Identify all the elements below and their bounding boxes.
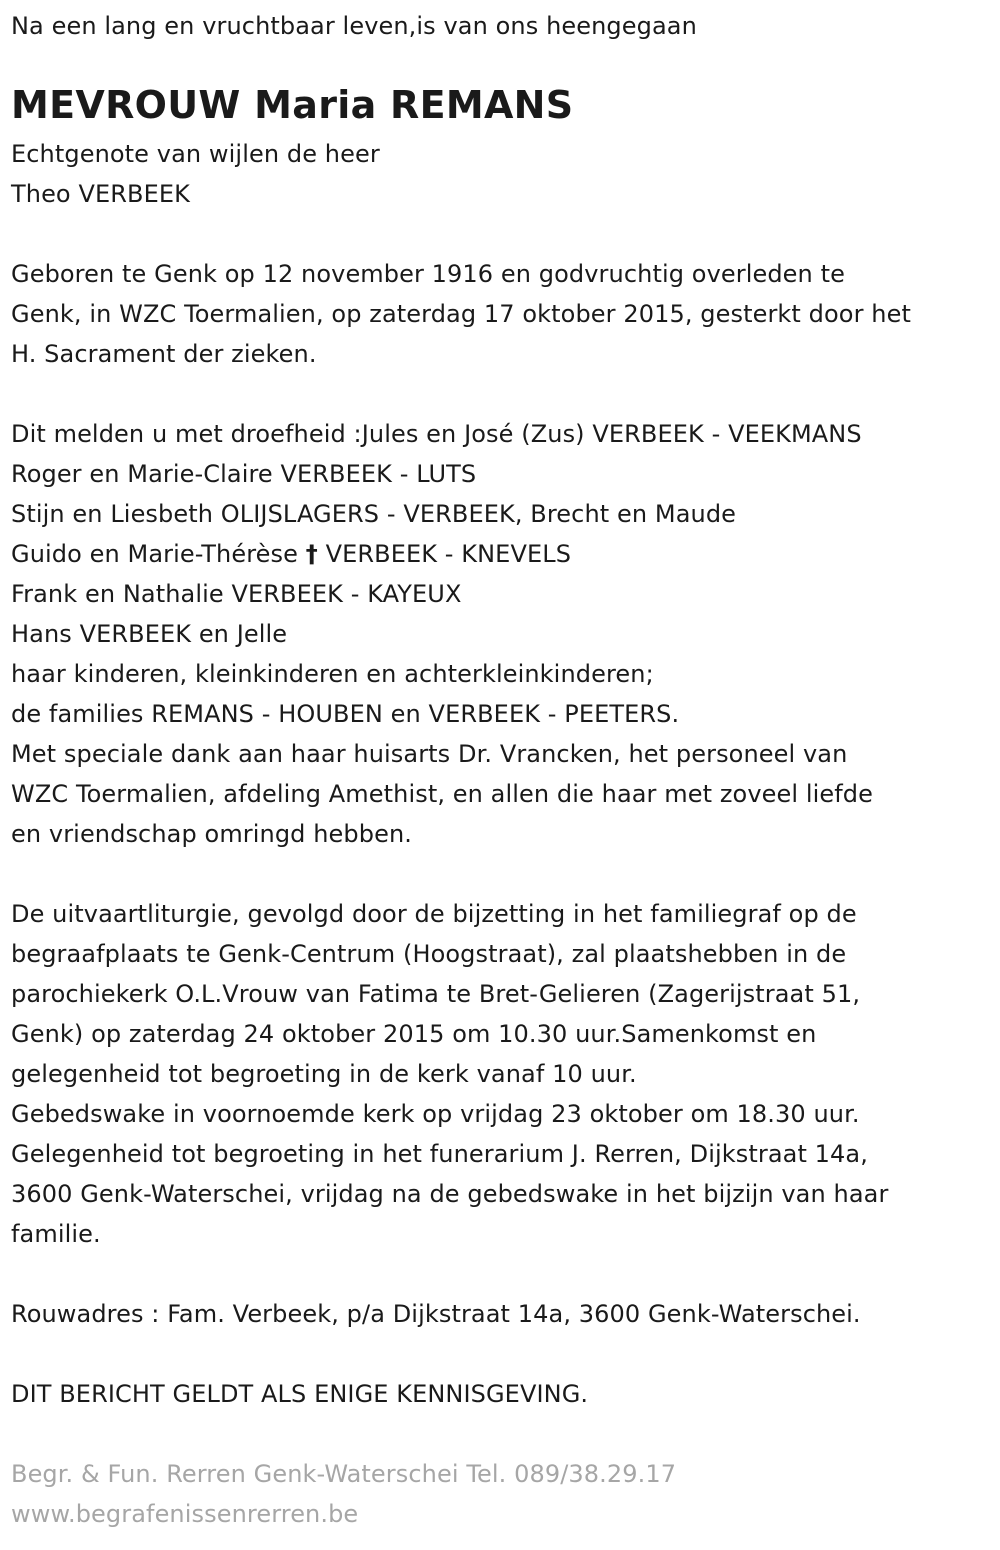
mourning-address-block <box>11 1294 861 1334</box>
funeral-home-info: Begr. & Fun. Rerren Genk-Waterschei Tel. 089/38.29.17 <box>11 1460 677 1488</box>
footer <box>11 1454 676 1534</box>
family-line: Roger en Marie-Claire VERBEEK - LUTS <box>11 460 477 488</box>
birth-death-line: Genk, in WZC Toermalien, op zaterdag 17 oktober 2015, gesterkt door het <box>11 300 911 328</box>
deceased-name: MEVROUW Maria REMANS <box>11 83 574 127</box>
funeral-line: familie. <box>11 1220 101 1248</box>
intro-text: Na een lang en vruchtbaar leven,is van ons heengegaan <box>11 12 697 40</box>
family-line-part: Guido en Marie-Thérèse <box>11 540 306 568</box>
mourning-address: Rouwadres : Fam. Verbeek, p/a Dijkstraat 14a, 3600 Genk-Waterschei. <box>11 1300 861 1328</box>
funeral-home-website: www.begrafenissenrerren.be <box>11 1500 359 1528</box>
funeral-line: De uitvaartliturgie, gevolgd door de bijzetting in het familiegraf op de <box>11 900 857 928</box>
funeral-line: Gebedswake in voornoemde kerk op vrijdag 23 oktober om 18.30 uur. <box>11 1100 860 1128</box>
spouse-line: Echtgenote van wijlen de heer <box>11 140 380 168</box>
birth-death-block <box>11 254 911 374</box>
family-line: de families REMANS - HOUBEN en VERBEEK - PEETERS. <box>11 700 680 728</box>
family-line: haar kinderen, kleinkinderen en achterkleinkinderen; <box>11 660 654 688</box>
thanks-line: Met speciale dank aan haar huisarts Dr. Vrancken, het personeel van <box>11 740 848 768</box>
family-line: Frank en Nathalie VERBEEK - KAYEUX <box>11 580 462 608</box>
family-line: Dit melden u met droefheid :Jules en José (Zus) VERBEEK - VEEKMANS <box>11 420 862 448</box>
birth-death-line: Geboren te Genk op 12 november 1916 en godvruchtig overleden te <box>11 260 845 288</box>
notice-text: DIT BERICHT GELDT ALS ENIGE KENNISGEVING. <box>11 1380 589 1408</box>
family-line: Hans VERBEEK en Jelle <box>11 620 288 648</box>
family-line <box>11 534 873 574</box>
thanks-line: WZC Toermalien, afdeling Amethist, en allen die haar met zoveel liefde <box>11 780 873 808</box>
funeral-line: 3600 Genk-Waterschei, vrijdag na de gebedswake in het bijzijn van haar <box>11 1180 889 1208</box>
family-line-part: VERBEEK - KNEVELS <box>317 540 572 568</box>
funeral-line: parochiekerk O.L.Vrouw van Fatima te Bret-Gelieren (Zagerijstraat 51, <box>11 980 861 1008</box>
notice-block <box>11 1374 588 1414</box>
funeral-line: begraafplaats te Genk-Centrum (Hoogstraat), zal plaatshebben in de <box>11 940 847 968</box>
spouse-block <box>11 134 380 214</box>
cross-icon: † <box>305 540 318 568</box>
funeral-line: gelegenheid tot begroeting in de kerk vanaf 10 uur. <box>11 1060 637 1088</box>
funeral-line: Genk) op zaterdag 24 oktober 2015 om 10.30 uur.Samenkomst en <box>11 1020 817 1048</box>
thanks-line: en vriendschap omringd hebben. <box>11 820 412 848</box>
funeral-block <box>11 894 888 1254</box>
family-block <box>11 414 873 854</box>
family-line: Stijn en Liesbeth OLIJSLAGERS - VERBEEK, Brecht en Maude <box>11 500 737 528</box>
funeral-line: Gelegenheid tot begroeting in het funerarium J. Rerren, Dijkstraat 14a, <box>11 1140 868 1168</box>
birth-death-line: H. Sacrament der zieken. <box>11 340 317 368</box>
spouse-name: Theo VERBEEK <box>11 180 190 208</box>
